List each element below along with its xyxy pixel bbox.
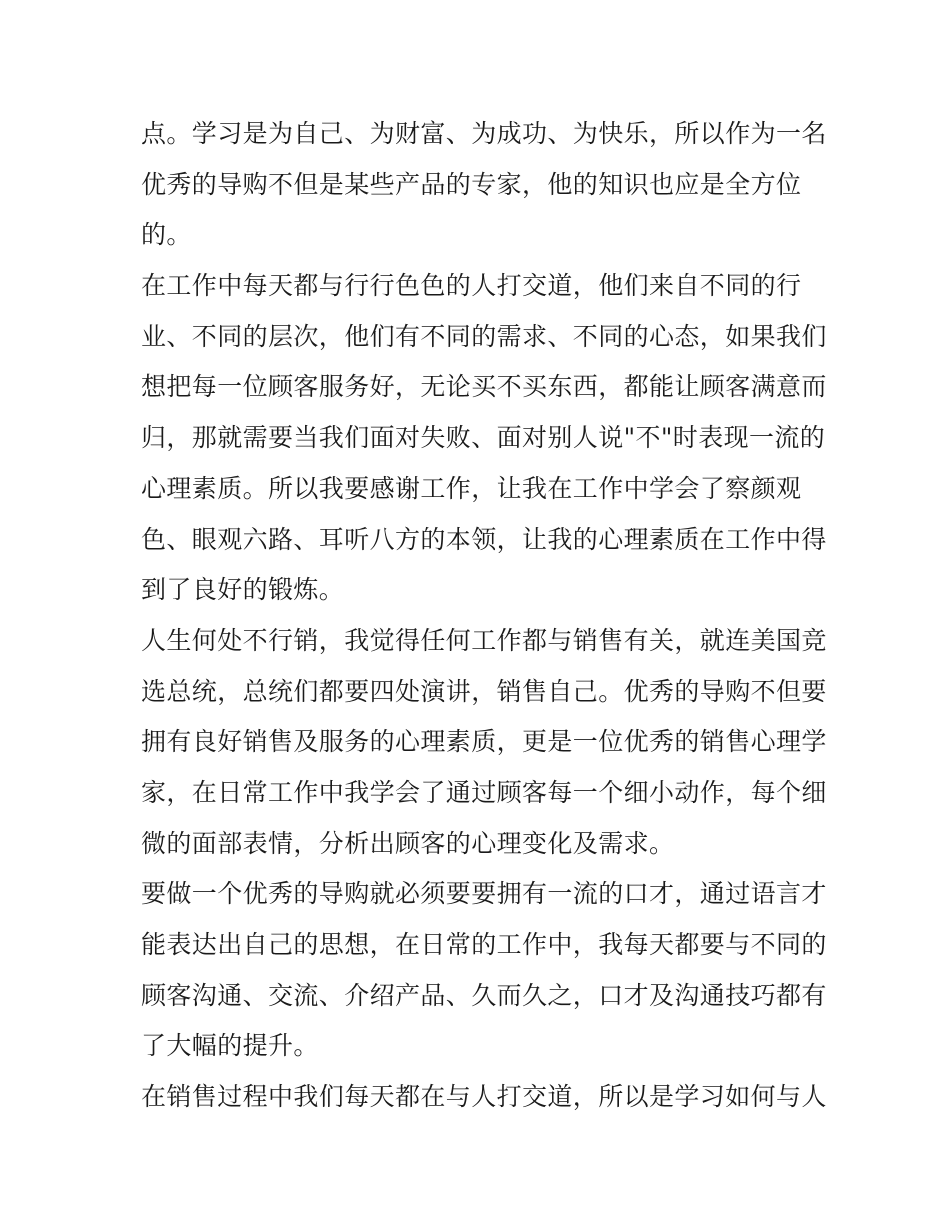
- document-body: [141, 109, 827, 1123]
- text-line: 优秀的导购不但是某些产品的专家，他的知识也应是全方位: [141, 169, 802, 199]
- text-line: 选总统，总统们都要四处演讲，销售自己。优秀的导购不但要: [141, 676, 827, 706]
- text-line: 业、不同的层次，他们有不同的需求、不同的心态，如果我们: [141, 321, 827, 351]
- text-line: 能表达出自己的思想，在日常的工作中，我每天都要与不同的: [141, 930, 827, 959]
- text-line: 到了良好的锻炼。: [141, 575, 345, 605]
- text-line: 在工作中每天都与行行色色的人打交道，他们来自不同的行: [141, 271, 802, 301]
- text-line: 了大幅的提升。: [141, 1031, 319, 1061]
- text-line: 拥有良好销售及服务的心理素质，更是一位优秀的销售心理学: [141, 727, 827, 757]
- text-line: 人生何处不行销，我觉得任何工作都与销售有关，就连美国竞: [141, 625, 827, 655]
- text-line: 要做一个优秀的导购就必须要要拥有一流的口才，通过语言才: [141, 879, 827, 909]
- text-line: 顾客沟通、交流、介绍产品、久而久之，口才及沟通技巧都有: [141, 980, 827, 1010]
- text-line: 想把每一位顾客服务好，无论买不买东西，都能让顾客满意而: [141, 372, 827, 402]
- text-line: 归，那就需要当我们面对失败、面对别人说"不"时表现一流的: [141, 423, 826, 453]
- text-line: 在销售过程中我们每天都在与人打交道，所以是学习如何与人: [141, 1082, 827, 1112]
- text-line: 心理素质。所以我要感谢工作，让我在工作中学会了察颜观: [141, 473, 802, 503]
- text-line: 家，在日常工作中我学会了通过顾客每一个细小动作，每个细: [141, 777, 827, 807]
- text-line: 微的面部表情，分析出顾客的心理变化及需求。: [141, 828, 675, 858]
- text-line: 的。: [141, 220, 192, 250]
- text-line: 色、眼观六路、耳听八方的本领，让我的心理素质在工作中得: [141, 524, 827, 554]
- text-line: 点。学习是为自己、为财富、为成功、为快乐，所以作为一名: [141, 119, 827, 148]
